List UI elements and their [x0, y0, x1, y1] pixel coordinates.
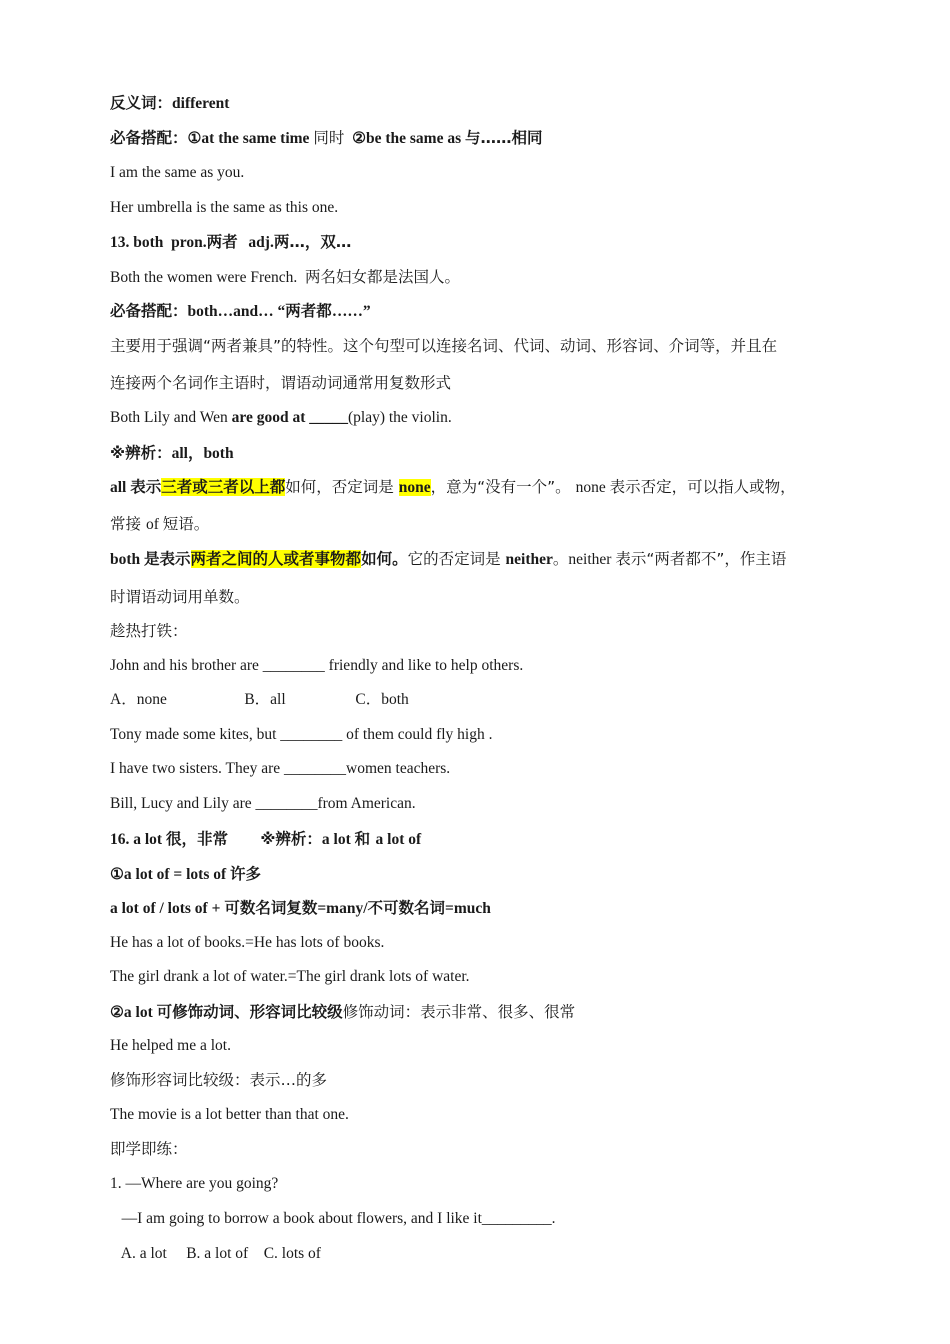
text-run: A. a lot B. a lot of C. lots of: [110, 1245, 321, 1262]
text-run: 趁热打铁：: [110, 622, 188, 640]
text-run: 很，非常 ※辨析：: [165, 830, 322, 848]
text-line: [110, 1069, 327, 1092]
text-run: 16. a lot: [110, 831, 166, 848]
highlighted-text: 三者或三者以上都: [161, 478, 286, 496]
text-line: [110, 1035, 231, 1057]
text-line: [110, 127, 543, 150]
text-run: 表示: [130, 478, 162, 496]
text-line: [110, 548, 786, 571]
text-run: 修饰形容词比较级：表示…的多: [110, 1071, 328, 1089]
text-line: [110, 442, 234, 465]
text-line: [110, 197, 338, 219]
text-line: [110, 407, 452, 429]
text-run: 常接: [110, 515, 146, 533]
text-line: [110, 1243, 321, 1265]
text-line: [110, 1208, 556, 1230]
text-line: [110, 586, 250, 609]
text-run: _____: [309, 409, 348, 426]
text-run: 两者都: [285, 302, 332, 320]
text-run: I have two sisters. They are ________women teachers.: [110, 760, 451, 777]
text-run: of: [145, 516, 163, 533]
text-run: 表示否定，可以指人或物，: [609, 478, 796, 496]
text-run: ①at the same time: [187, 130, 314, 147]
text-line: [110, 335, 777, 358]
text-line: [110, 476, 796, 499]
text-run: He has a lot of books.=He has lots of books.: [110, 934, 385, 951]
text-line: [110, 513, 209, 536]
text-run: 修饰动词：表示非常、很多、很常: [342, 1003, 576, 1021]
text-run: ①a lot of = lots of: [110, 866, 231, 883]
text-line: [110, 689, 409, 711]
text-run: He helped me a lot.: [110, 1037, 231, 1054]
text-run: 它的否定词是: [407, 550, 506, 568]
text-line: [110, 655, 523, 677]
text-line: [110, 793, 416, 815]
text-run: all: [110, 479, 131, 496]
text-run: 不可数名词: [367, 899, 446, 917]
text-line: [110, 897, 491, 920]
text-run: a lot of: [375, 831, 422, 848]
text-run: 必备搭配：: [110, 302, 188, 320]
text-run: I am the same as you.: [110, 164, 245, 181]
text-run: a lot of / lots of +: [110, 900, 225, 917]
text-run: Bill, Lucy and Lily are ________from American.: [110, 795, 416, 812]
text-run: 同时: [313, 129, 345, 147]
text-run: 两…，双…: [273, 233, 352, 251]
text-run: A．none B．all C．both: [110, 691, 409, 708]
text-run: 13. both pron.: [110, 234, 207, 251]
text-line: [110, 932, 384, 954]
text-run: The girl drank a lot of water.=The girl drank lots of water.: [110, 968, 470, 985]
text-line: [110, 724, 493, 746]
text-run: 两名妇女都是法国人。: [305, 268, 461, 286]
text-run: both…and… “: [187, 303, 286, 320]
text-run: 可数名词复数: [224, 899, 318, 917]
text-run: 短语。: [162, 515, 210, 533]
text-line: [110, 266, 460, 289]
text-line: [110, 620, 188, 643]
text-run: =many/: [317, 900, 368, 917]
text-line: [110, 1173, 278, 1195]
text-run: 与……相同: [465, 129, 543, 147]
text-run: 可修饰动词、形容词比较级: [156, 1003, 343, 1021]
text-run: are good at: [231, 409, 310, 426]
text-run: ※辨析：: [110, 444, 172, 462]
text-run: 是表示: [144, 550, 191, 568]
text-run: neither: [568, 551, 616, 568]
text-run: =much: [445, 900, 491, 917]
text-run: ②a lot: [110, 1004, 157, 1021]
text-line: [110, 300, 371, 323]
text-line: [110, 231, 351, 254]
text-run: 1. —Where are you going?: [110, 1175, 279, 1192]
text-line: [110, 966, 470, 988]
text-run: 主要用于强调“两者兼具”的特性。这个句型可以连接名词、代词、动词、形容词、介词等，并且在: [110, 337, 778, 355]
text-run: John and his brother are ________ friendly and like to help others.: [110, 657, 524, 674]
text-run: Tony made some kites, but ________ of them could fly high .: [110, 726, 493, 743]
text-line: [110, 1104, 349, 1126]
text-line: [110, 372, 451, 395]
text-run: —I am going to borrow a book about flowers, and I like it_________.: [110, 1210, 556, 1227]
text-run: Both the women were French.: [110, 269, 305, 286]
text-run: ……”: [331, 303, 371, 320]
text-line: [110, 758, 450, 780]
text-line: [110, 863, 261, 886]
text-line: [110, 162, 244, 184]
text-run: 反义词：: [110, 94, 173, 112]
text-run: 如何，否定词是: [285, 478, 399, 496]
text-run: different: [172, 95, 230, 112]
text-line: [110, 1001, 575, 1024]
text-run: 许多: [230, 865, 262, 883]
text-run: a lot: [321, 831, 355, 848]
text-run: The movie is a lot better than that one.: [110, 1106, 349, 1123]
text-run: 如何。: [361, 550, 408, 568]
text-run: 必备搭配：: [110, 129, 188, 147]
text-line: [110, 1138, 188, 1161]
text-run: all，both: [171, 445, 234, 462]
highlighted-text: none: [398, 479, 431, 496]
text-run: ②be the same as: [344, 130, 466, 147]
text-run: adj.: [248, 234, 274, 251]
text-run: neither: [505, 551, 553, 568]
text-line: [110, 92, 229, 115]
text-line: [110, 828, 421, 851]
text-run: 连接两个名词作主语时，谓语动词通常用复数形式: [110, 374, 452, 392]
text-run: ，意为“没有一个”。: [430, 478, 576, 496]
text-run: 时谓语动词用单数。: [110, 588, 250, 606]
text-run: none: [575, 479, 610, 496]
text-run: 和: [354, 830, 376, 848]
text-run: Both Lily and Wen: [110, 409, 232, 426]
text-run: 两者: [206, 233, 249, 251]
text-run: Her umbrella is the same as this one.: [110, 199, 339, 216]
text-run: (play) the violin.: [347, 409, 452, 426]
text-run: 。: [552, 550, 569, 568]
text-run: 表示“两者都不”，作主语: [615, 550, 787, 568]
highlighted-text: 两者之间的人或者事物都: [190, 550, 362, 568]
text-run: 即学即练：: [110, 1140, 188, 1158]
text-run: both: [110, 551, 145, 568]
